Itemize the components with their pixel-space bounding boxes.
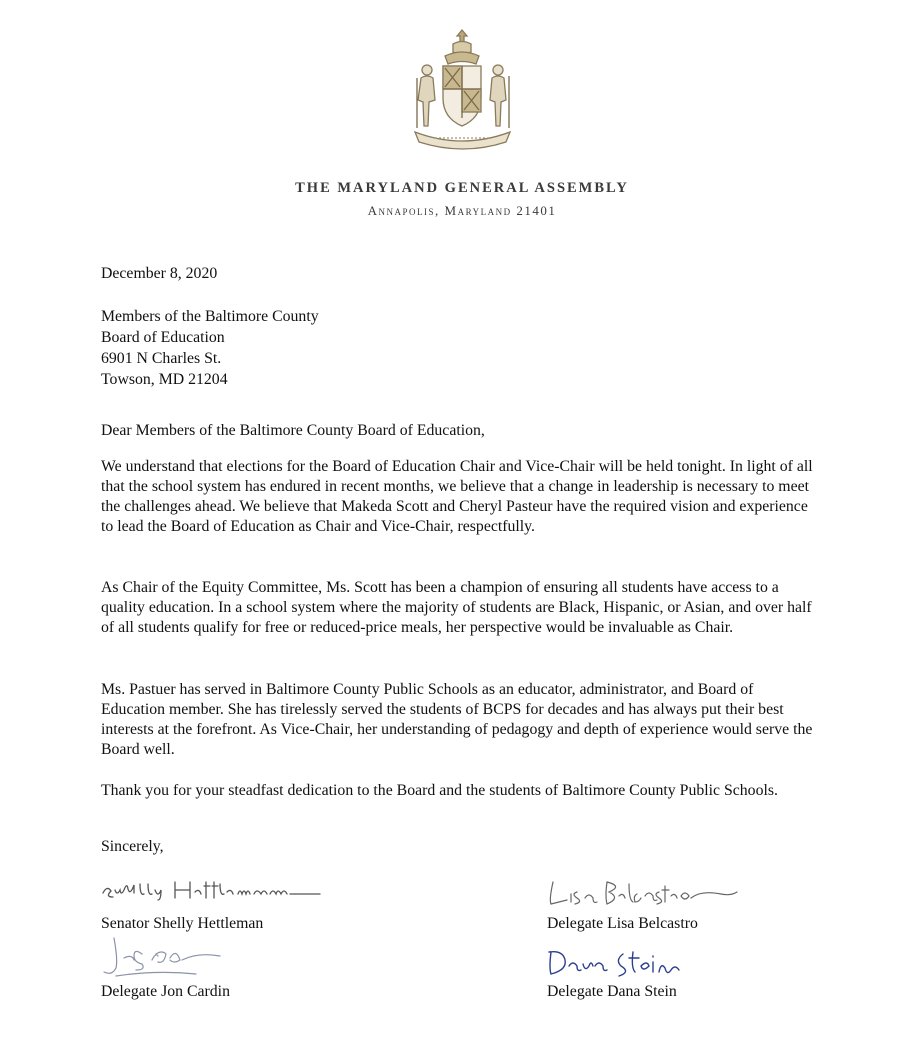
paragraph: Thank you for your steadfast dedication to the Board and the students of Baltimore County Public Schools. <box>101 782 778 799</box>
signer-name: Delegate Lisa Belcastro <box>547 915 698 932</box>
address-line: Towson, MD 21204 <box>101 371 228 388</box>
address-line: Board of Education <box>101 329 225 346</box>
letterhead-title: THE MARYLAND GENERAL ASSEMBLY <box>295 180 629 196</box>
address-line: 6901 N Charles St. <box>101 350 222 367</box>
paragraph: We understand that elections for the Board of Education Chair and Vice-Chair will be held tonight. In light of all that the school system has endured in recent months, we believe that a change in leadership is necessary to meet the challenges ahead. We believe that Makeda Scott and Cheryl Pasteur have the required vision and experience to lead the Board of Education as Chair and Vice-Chair, respectfully. <box>101 458 813 535</box>
paragraph: As Chair of the Equity Committee, Ms. Scott has been a champion of ensuring all students have access to a quality education. In a school system where the majority of students are Black, Hispanic, or Asian, and over half of all students qualify for free or reduced-price meals, her perspective would be invaluable as Chair. <box>101 579 812 636</box>
address-line: Members of the Baltimore County <box>101 308 319 325</box>
signer-name: Delegate Dana Stein <box>547 983 677 1000</box>
recipient-address <box>101 307 821 391</box>
signer-name: Delegate Jon Cardin <box>101 983 230 1000</box>
signer-name: Senator Shelly Hettleman <box>101 915 264 932</box>
signature-hettleman <box>100 876 335 902</box>
letter-date: December 8, 2020 <box>101 265 218 282</box>
maryland-seal-icon <box>405 28 520 160</box>
closing: Sincerely, <box>101 838 164 855</box>
signature-cardin <box>96 934 236 982</box>
salutation: Dear Members of the Baltimore County Board of Education, <box>101 422 485 439</box>
paragraph: Ms. Pastuer has served in Baltimore County Public Schools as an educator, administrator, and Board of Education member. She has tirelessly served the students of BCPS for decades and has always put their best interests at the forefront. As Vice-Chair, her understanding of pedagogy and depth of experience would serve the Board well. <box>101 681 813 758</box>
signature-belcastro <box>545 878 745 908</box>
signature-stein <box>545 946 705 980</box>
letterhead-subtitle: Annapolis, Maryland 21401 <box>367 203 557 218</box>
